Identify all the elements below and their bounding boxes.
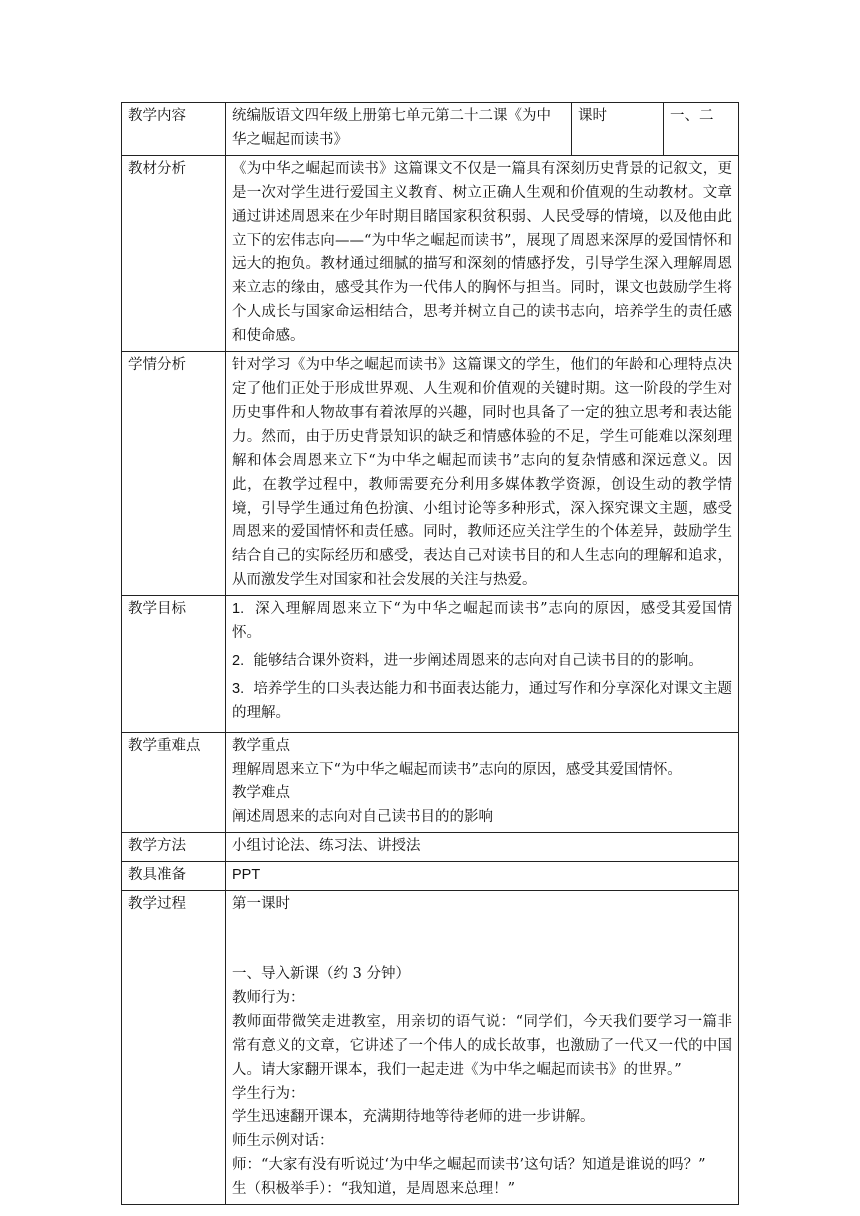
label-teaching-goals: 教学目标 <box>122 596 226 733</box>
label-student-analysis: 学情分析 <box>122 352 226 596</box>
text-teaching-methods: 小组讨论法、练习法、讲授法 <box>226 833 739 862</box>
teacher-behavior-text: 教师面带微笑走进教室，用亲切的语气说：“同学们，今天我们要学习一篇非常有意义的文章，它讲述了一个伟人的成长故事，也激励了一代又一代的中国人。请大家翻开课本，我们一起走进《为中华之崛起而读书》的世界。” <box>232 1013 732 1078</box>
text-teaching-tools: PPT <box>226 862 739 891</box>
label-teaching-methods: 教学方法 <box>122 833 226 862</box>
label-teaching-process: 教学过程 <box>122 891 226 1205</box>
row-teaching-content <box>122 103 739 156</box>
text-material-analysis: 《为中华之崛起而读书》这篇课文不仅是一篇具有深刻历史背景的记叙文，更是一次对学生进行爱国主义教育、树立正确人生观和价值观的生动教材。文章通过讲述周恩来在少年时期目睹国家积贫积弱、人民受辱的情境，以及他由此立下的宏伟志向——“为中华之崛起而读书”，展现了周恩来深厚的爱国情怀和远大的抱负。教材通过细腻的描写和深刻的情感抒发，引导学生深入理解周恩来立志的缘由，感受其作为一代伟人的胸怀与担当。同时，课文也鼓励学生将个人成长与国家命运相结合，思考并树立自己的读书志向，培养学生的责任感和使命感。 <box>226 155 739 351</box>
label-teaching-content: 教学内容 <box>122 103 226 156</box>
difficulty-text: 阐述周恩来的志向对自己读书目的的影响 <box>232 809 493 826</box>
row-material-analysis <box>122 155 739 351</box>
value-class-period: 一、二 <box>664 103 739 156</box>
lesson-period-title: 第一课时 <box>232 896 290 913</box>
goal-item: 1. 深入理解周恩来立下“为中华之崛起而读书”志向的原因，感受其爱国情怀。 <box>232 601 732 642</box>
spacer <box>232 917 732 963</box>
difficulty-title: 教学难点 <box>232 785 290 802</box>
row-student-analysis <box>122 352 739 596</box>
label-class-period: 课时 <box>572 103 664 156</box>
focus-text: 理解周恩来立下“为中华之崛起而读书”志向的原因，感受其爱国情怀。 <box>232 761 682 778</box>
label-material-analysis: 教材分析 <box>122 155 226 351</box>
dialog-title: 师生示例对话： <box>232 1133 334 1150</box>
row-teaching-process <box>122 891 739 1205</box>
goal-item: 2. 能够结合课外资料，进一步阐述周恩来的志向对自己读书目的的影响。 <box>232 652 703 669</box>
goals-list <box>226 596 739 733</box>
row-teaching-tools <box>122 862 739 891</box>
student-behavior-text: 学生迅速翻开课本，充满期待地等待老师的进一步讲解。 <box>232 1109 595 1126</box>
text-student-analysis: 针对学习《为中华之崛起而读书》这篇课文的学生，他们的年龄和心理特点决定了他们正处于形成世界观、人生观和价值观的关键时期。这一阶段的学生对历史事件和人物故事有着浓厚的兴趣，同时也具备了一定的独立思考和表达能力。然而，由于历史背景知识的缺乏和情感体验的不足，学生可能难以深刻理解和体会周恩来立下“为中华之崛起而读书”志向的复杂情感和深远意义。因此，在教学过程中，教师需要充分利用多媒体教学资源，创设生动的教学情境，引导学生通过角色扮演、小组讨论等多种形式，深入探究课文主题，感受周恩来的爱国情怀和责任感。同时，教师还应关注学生的个体差异，鼓励学生结合自己的实际经历和感受，表达自己对读书目的和人生志向的理解和追求，从而激发学生对国家和社会发展的关注与热爱。 <box>226 352 739 596</box>
label-teaching-tools: 教具准备 <box>122 862 226 891</box>
label-key-points: 教学重难点 <box>122 732 226 833</box>
row-key-points <box>122 732 739 833</box>
goal-item: 3. 培养学生的口头表达能力和书面表达能力，通过写作和分享深化对课文主题的理解。 <box>232 680 733 721</box>
focus-title: 教学重点 <box>232 737 290 754</box>
value-teaching-content: 统编版语文四年级上册第七单元第二十二课《为中华之崛起而读书》 <box>226 103 572 156</box>
teacher-behavior-title: 教师行为： <box>232 989 305 1006</box>
section-title: 一、导入新课（约 3 分钟） <box>232 966 410 982</box>
key-points-cell <box>226 732 739 833</box>
row-teaching-methods <box>122 833 739 862</box>
dialog-line: 生（积极举手）：“我知道，是周恩来总理！” <box>232 1181 516 1198</box>
row-teaching-goals <box>122 596 739 733</box>
lesson-plan-table <box>121 102 739 1205</box>
student-behavior-title: 学生行为： <box>232 1085 305 1102</box>
teaching-process-cell <box>226 891 739 1205</box>
dialog-line: 师：“大家有没有听说过‘为中华之崛起而读书’这句话？知道是谁说的吗？” <box>232 1157 706 1174</box>
